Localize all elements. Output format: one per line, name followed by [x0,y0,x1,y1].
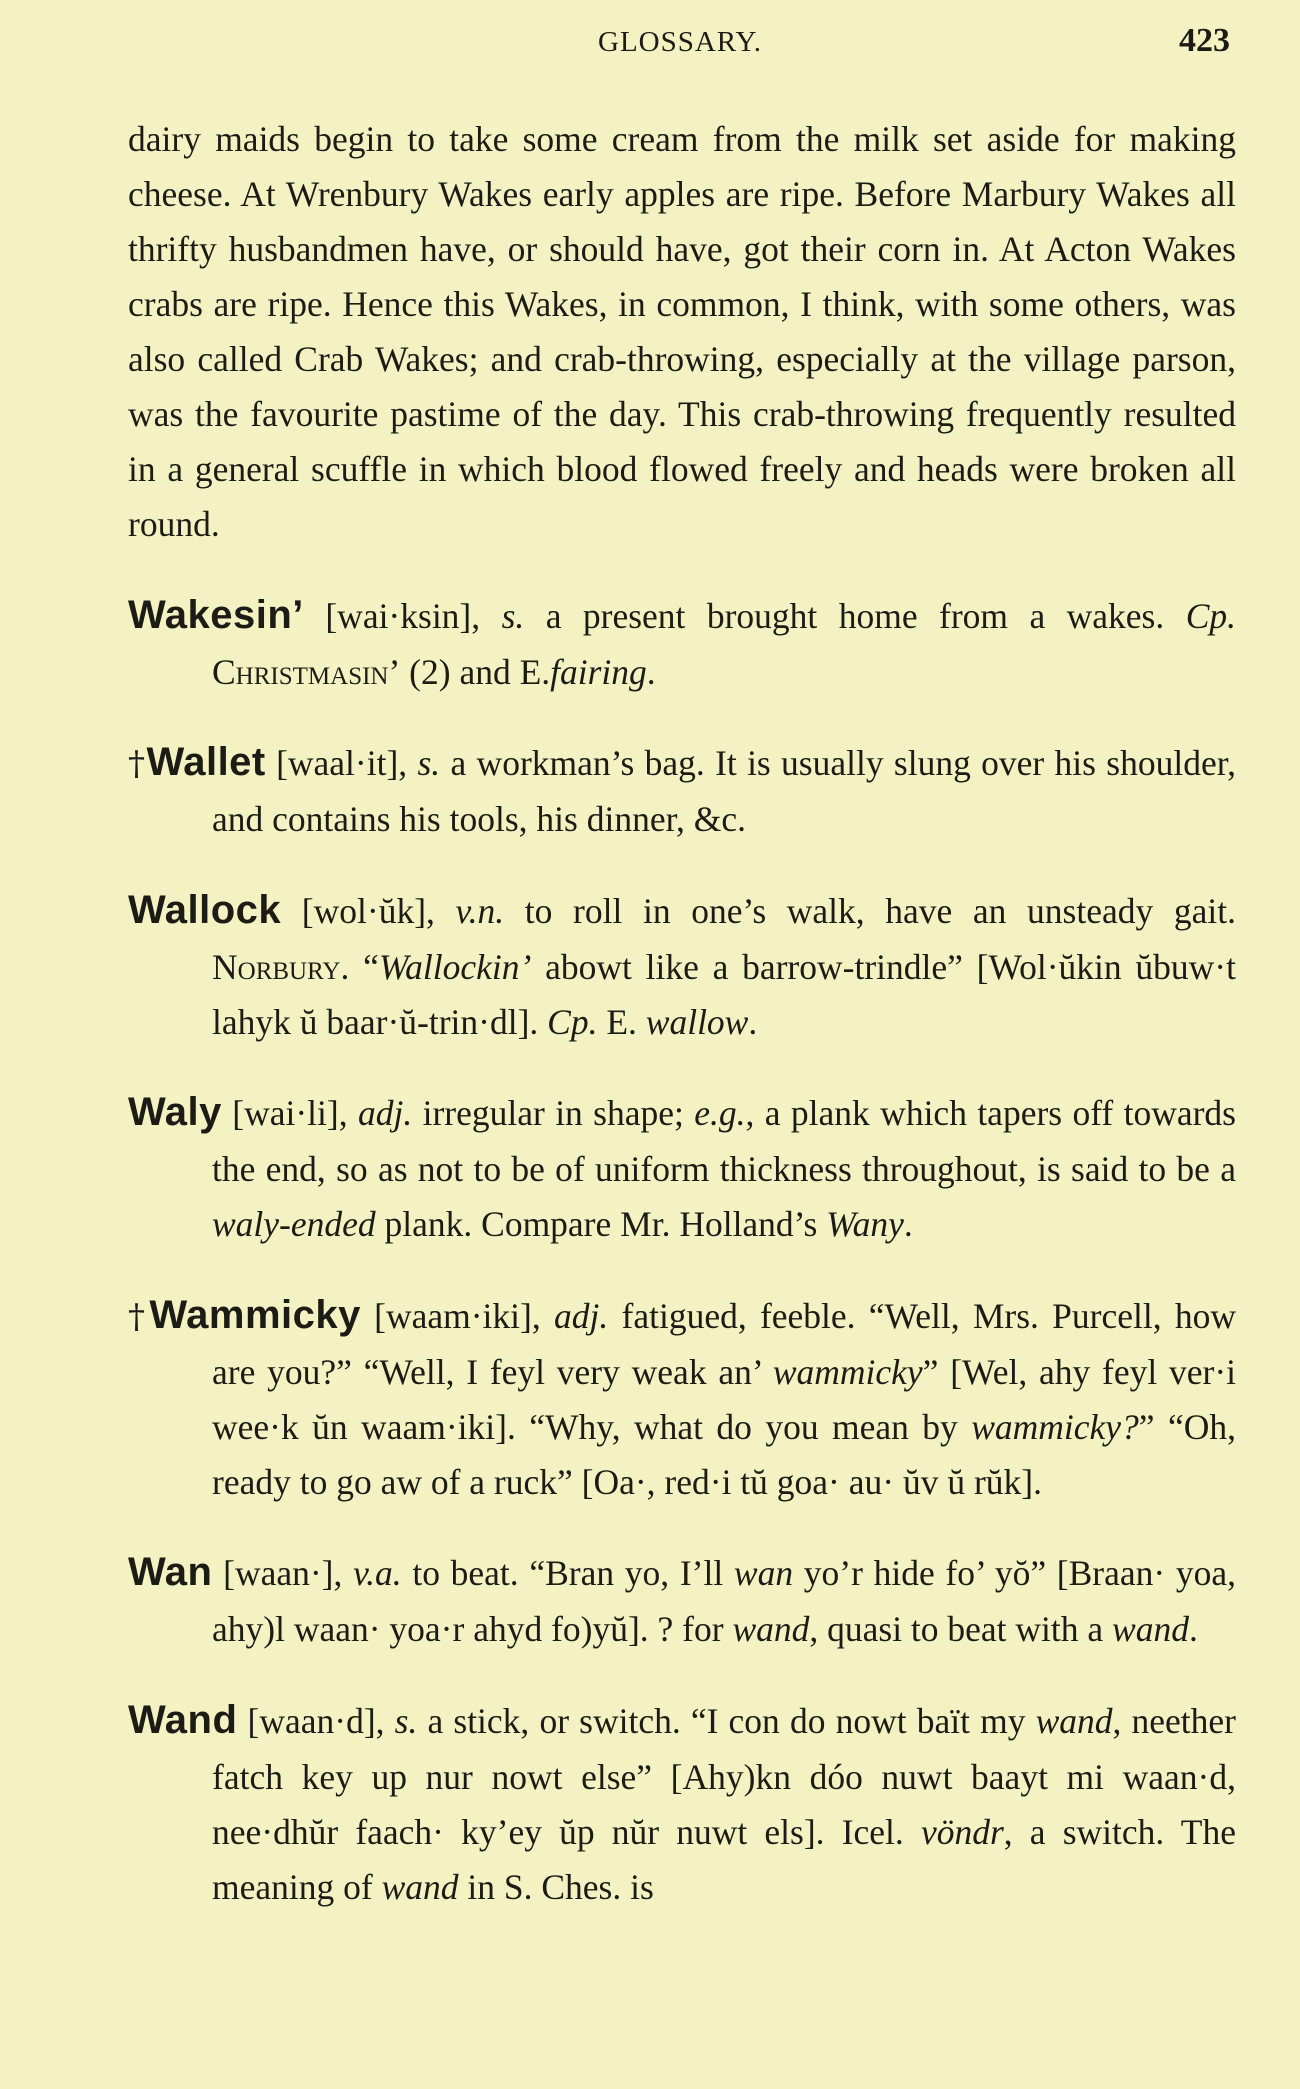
entry-wallock [128,883,1236,1050]
part-of-speech: v.a. [353,1553,402,1593]
headword: Wallock [128,887,282,932]
entry-wakesin [128,588,1236,700]
definition-text: abowt like a barrow-trindle” [Wol·ŭkin ŭbuw·t lahyk ŭ baar·ŭ-trin·dl]. [212,946,1236,1042]
definition-text: (2) and E. [400,651,551,692]
running-head [130,22,1230,62]
italic-term: waly-ended [212,1204,376,1244]
example-abbrev: e.g. [694,1093,746,1133]
definition-text: ” “Oh, ready to go aw of a ruck” [Oa·, red·i tŭ goa· au· ŭv ŭ rŭk]. [212,1406,1236,1502]
glossary-body [128,112,1236,1941]
definition-text: yo’r hide fo’ yŏ” [Braan· yoa, ahy)l waan· yoa·r ahyd fo)yŭ]. ? for [212,1553,1236,1649]
definition-text: in S. Ches. is [458,1866,654,1907]
definition-text: . [903,1204,913,1244]
italic-term: wan [733,1553,794,1593]
italic-term: wand [381,1866,459,1907]
pronunciation: [wai·ksin], [303,595,502,636]
italic-term: Wallockin’ [378,946,532,987]
definition-text: , quasi to beat with a [809,1609,1113,1649]
dagger-mark: † [128,1296,150,1337]
definition-text: . [748,1001,758,1042]
entry-waly [128,1085,1236,1252]
italic-term: wallow [645,1001,749,1042]
definition-text: . [646,651,656,692]
part-of-speech: adj. [357,1093,413,1133]
definition-text: ” [Wel, ahy feyl ver·i wee·k ŭn waam·iki]. “Why, what do you mean by [212,1351,1237,1447]
pronunciation: [waan·d], [237,1700,395,1741]
running-title: GLOSSARY. [598,26,762,58]
definition-text: to roll in one’s walk, have an unsteady gait. [504,890,1236,931]
headword: Wammicky [149,1292,361,1337]
entry-wan [128,1545,1236,1657]
headword: Wand [128,1697,238,1742]
definition-text: , a switch. The meaning of [212,1811,1236,1907]
definition-text: , a plank which tapers off towards the end, so as not to be of uniform thickness throughout, is said to be a [212,1093,1236,1189]
definition-text: “ [349,946,379,987]
italic-term: wammicky? [971,1406,1139,1447]
part-of-speech: adj. [554,1295,609,1336]
intro-paragraph: dairy maids begin to take some cream from the milk set aside for making cheese. At Wrenbury Wakes early apples are ripe. Before Marbury Wakes all thrifty husbandmen have, or should have, got their corn in. At Acton Wakes crabs are ripe. Hence this Wakes, in common, I think, with some others, was also called Crab Wakes; and crab-throwing, especially at the village parson, was the favourite pastime of the day. This crab-throwing frequently resulted in a general scuffle in which blood flowed freely and heads were broken all round. [128,119,1236,544]
italic-term: Wany [826,1204,904,1244]
definition-text: fatigued, feeble. “Well, Mrs. Purcell, how are you?” “Well, I feyl very weak an’ [212,1295,1236,1392]
pronunciation: [wai·li], [221,1093,358,1133]
entry-wammicky [128,1288,1236,1510]
definition-text: , neether fatch key up nur nowt else” [Ahy)kn dóo nuwt baayt mi waan·d, nee·dhŭr faach· ky’ey ŭp nŭr nuwt els]. Icel. [212,1700,1236,1852]
italic-term: wand [1112,1609,1189,1649]
italic-term: wand [1035,1700,1113,1741]
italic-term: wammicky [772,1351,923,1392]
definition-text: to beat. “Bran yo, I’ll [401,1553,734,1593]
headword: Waly [128,1090,222,1134]
headword: Wallet [146,740,266,784]
definition-text: a stick, or switch. “I con do nowt baït my [417,1700,1036,1741]
italic-term: fairing [550,651,647,692]
italic-term: vöndr [920,1811,1004,1852]
part-of-speech: s. [417,743,441,783]
compare-abbrev: Cp. [547,1001,598,1042]
definition-text: . [1188,1609,1198,1649]
definition-text: a workman’s bag. It is usually slung over his shoulder, and contains his tools, his dinner, &c. [212,743,1236,839]
headword: Wakesin’ [128,592,304,637]
entry-wand [128,1693,1236,1915]
pronunciation: [waam·iki], [360,1295,554,1336]
pronunciation: [waan·], [212,1553,354,1593]
part-of-speech: s. [501,595,525,636]
page-number: 423 [1179,22,1230,59]
definition-text: E. [597,1001,646,1042]
pronunciation: [waal·it], [265,743,418,783]
definition-text: plank. Compare Mr. Holland’s [375,1204,827,1244]
definition-text: irregular in shape; [412,1093,695,1133]
part-of-speech: s. [394,1700,418,1741]
entry-wallet [128,735,1236,847]
place-name: Norbury. [212,946,350,987]
headword: Wan [128,1550,213,1594]
dagger-mark: † [128,744,147,784]
compare-abbrev: Cp. [1185,595,1236,636]
part-of-speech: v.n. [455,890,505,931]
definition-text: a present brought home from a wakes. [524,595,1186,636]
cross-reference: Christmasin’ [212,651,401,692]
italic-term: wand [732,1609,810,1649]
pronunciation: [wol·ŭk], [281,890,456,931]
